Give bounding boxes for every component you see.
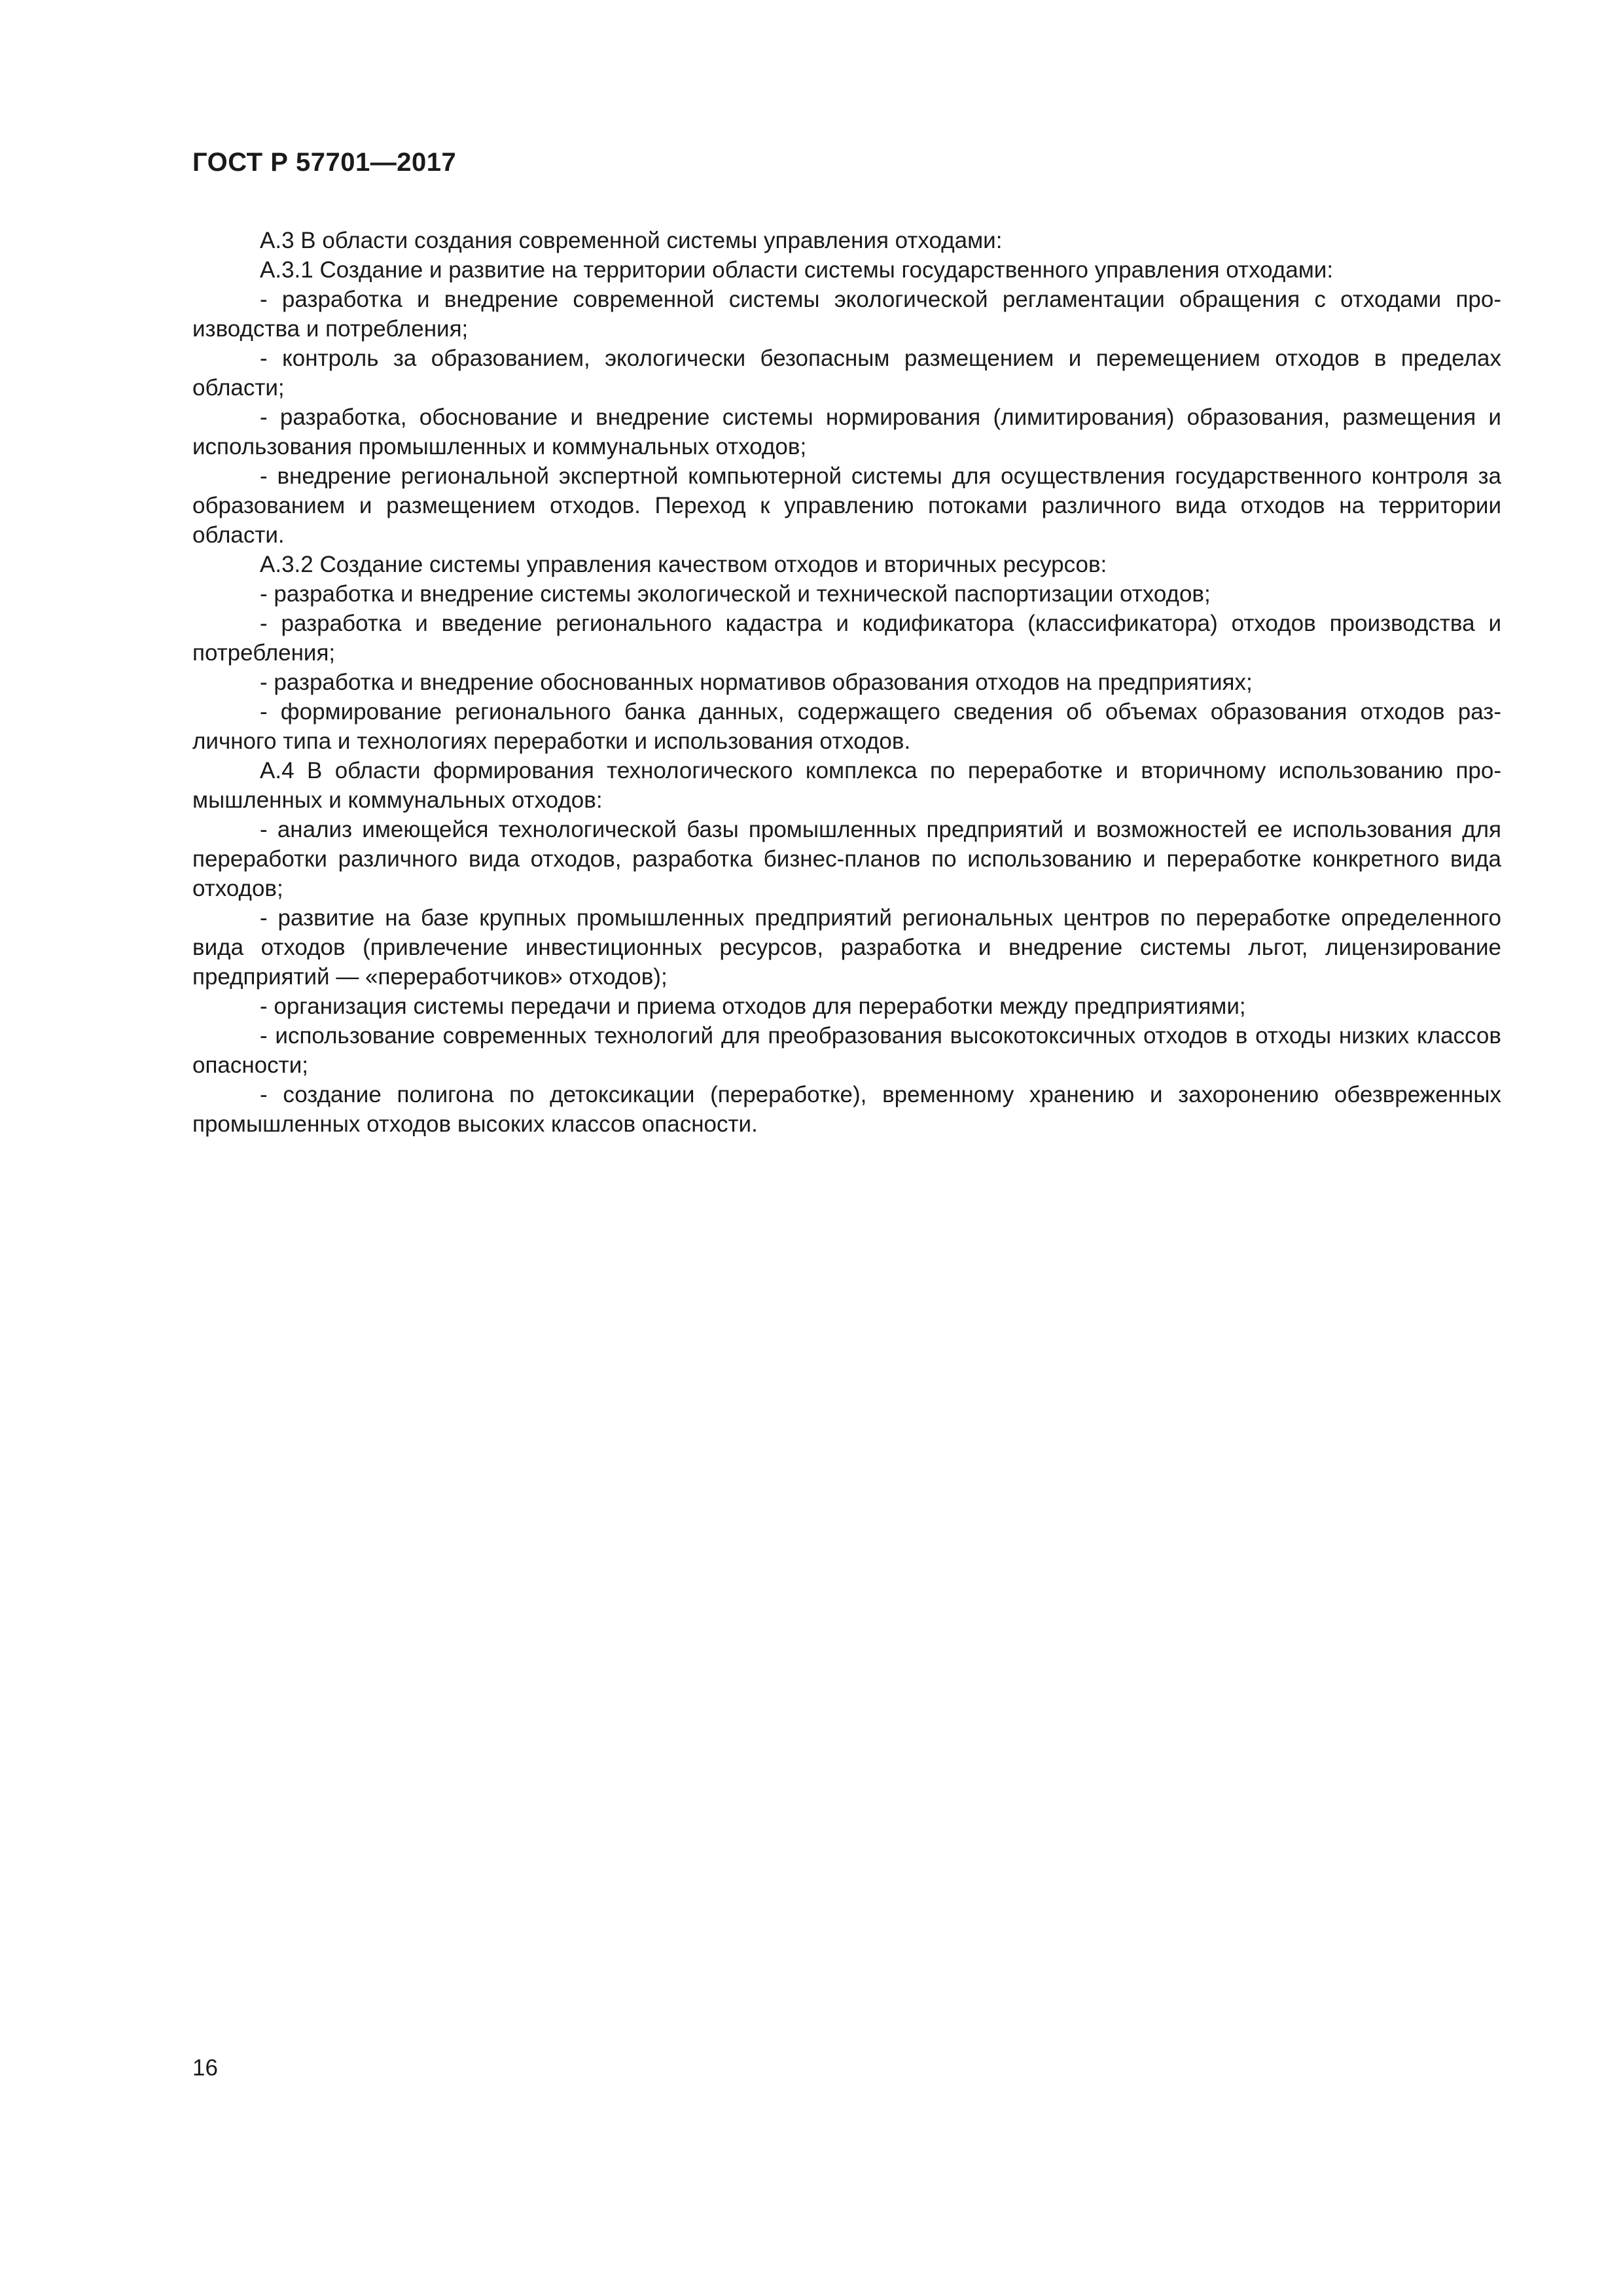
list-item: - разработка и введение регионального кадастра и кодификатора (классификатора) отходов производства и потребления; [192, 611, 1501, 666]
list-item: - использование современных технологий для преобразования высокотоксичных отходов в отходы низких классов опасности; [192, 1023, 1501, 1078]
standard-designation: ГОСТ Р 57701—2017 [192, 148, 457, 177]
section-a4: А.4 В области формирования технологического комплекса по переработке и вторичному использованию промышленных и коммунальных отходов: [192, 758, 1501, 813]
list-item: - разработка и внедрение системы экологической и технической паспортизации отходов; [260, 581, 1211, 607]
list-item: - внедрение региональной экспертной компьютерной системы для осуществления государственного контроля за образованием и размещением отходов. Переход к управлению потоками различного вида отходов на территории области. [192, 463, 1501, 548]
list-item: - разработка, обоснование и внедрение системы нормирования (лимитирования) образования, размещения и использования промышленных и коммунальных отходов; [192, 404, 1501, 459]
list-item: - организация системы передачи и приема отходов для переработки между предприятиями; [260, 994, 1246, 1019]
list-item: - анализ имеющейся технологической базы промышленных предприятий и возможностей ее использования для переработки различного вида отходов, разработка бизнес-планов по использованию и переработке конкретного вида отходов; [192, 817, 1501, 901]
body-text [192, 226, 1501, 1139]
list-item: - разработка и внедрение обоснованных нормативов образования отходов на предприятиях; [260, 670, 1253, 695]
list-item: - разработка и внедрение современной системы экологической регламентации обращения с отходами производства и потребления; [192, 287, 1501, 342]
page-number: 16 [192, 2055, 218, 2081]
list-item: - создание полигона по детоксикации (переработке), временному хранению и захоронению обезвреженных промышленных отходов высоких классов опасности. [192, 1082, 1501, 1137]
section-a3: А.3 В области создания современной системы управления отходами: [260, 228, 1003, 253]
subsection-a3-1: А.3.1 Создание и развитие на территории области системы государственного управления отходами: [260, 257, 1334, 283]
list-item: - формирование регионального банка данных, содержащего сведения об объемах образования отходов различного типа и технологиях переработки и использования отходов. [192, 699, 1501, 754]
subsection-a3-2: А.3.2 Создание системы управления качеством отходов и вторичных ресурсов: [260, 552, 1107, 577]
list-item: - развитие на базе крупных промышленных предприятий региональных центров по переработке определенного вида отходов (привлечение инвестиционных ресурсов, разработка и внедрение системы льгот, лицензирование предприятий — «переработчиков» отходов); [192, 905, 1501, 990]
list-item: - контроль за образованием, экологически безопасным размещением и перемещением отходов в пределах области; [192, 346, 1501, 401]
